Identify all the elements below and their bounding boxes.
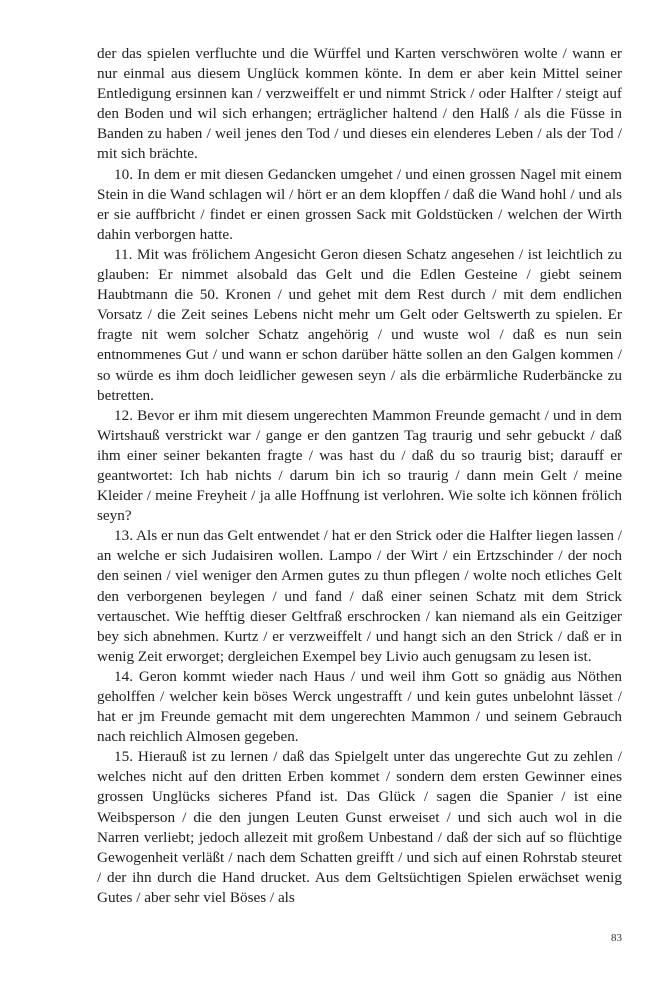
paragraph-13: 13. Als er nun das Gelt entwendet / hat er den Strick oder die Halfter liegen lassen / an welche er sich Judaisiren wollen. Lampo / der Wirt / ein Ertzschinder / der noch den seinen / viel weniger den Armen gutes zu thun pflegen / wolte noch etliches Gelt den verborgenen beylegen / und fand / daß einer seinen Schatz mit dem Strick vertauschet. Wie hefftig dieser Geltfraß erschrocken / kan niemand als ein Geitziger bey sich abnehmen. Kurtz / er verzweiffelt / und hangt sich an den Strick / daß er in wenig Zeit erworget; dergleichen Exempel bey Livio auch genugsam zu lesen ist. bbox=[97, 527, 622, 665]
paragraph-14: 14. Geron kommt wieder nach Haus / und weil ihm Gott so gnädig aus Nöthen geholffen / welcher kein böses Werck ungestrafft / und kein gutes unbelohnt lässet / hat er jm Freunde gemacht mit dem ungerechten Mammon / und seinem Gebrauch nach reichlich Almosen gegeben. bbox=[97, 667, 622, 746]
paragraph-11: 11. Mit was frölichem Angesicht Geron diesen Schatz angesehen / ist leichtlich zu glauben: Er nimmet alsobald das Gelt und die Edlen Gesteine / giebt seinem Haubtmann die 50. Kronen / und gehet mit dem Rest durch / mit dem endlichen Vorsatz / die Zeit seines Lebens nicht mehr um Gelt oder Geltswerth zu spielen. Er fragte nit wem solcher Schatz angehörig / und wuste wol / daß es nun sein entnommenes Gut / und wann er schon darüber hätte sollen an den Galgen kommen / so würde es ihm doch leidlicher gewesen seyn / als die erbärmliche Ruderbäncke zu betretten. bbox=[97, 245, 622, 404]
paragraph-10: 10. In dem er mit diesen Gedancken umgehet / und einen grossen Nagel mit einem Stein in die Wand schlagen wil / hört er an dem klopffen / daß die Wand hohl / und als er sie auffbricht / findet er einen grossen Sack mit Goldstücken / welchen der Wirth dahin verborgen hatte. bbox=[97, 165, 622, 243]
body-text bbox=[97, 44, 622, 908]
paragraph-continued: der das spielen verfluchte und die Würffel und Karten verschwören wolte / wann er nur einmal aus diesem Unglück kommen könte. In dem er aber kein Mittel seiner Entledigung ersinnen kan / verzweiffelt er und nimmt Strick / oder Halfter / steigt auf den Boden und wil sich erhangen; erträglicher haltend / den Halß / als die Füsse in Banden zu haben / weil jenes den Tod / und dieses ein elenderes Leben / als der Tod / mit sich brächte. bbox=[97, 45, 622, 163]
paragraph-12: 12. Bevor er ihm mit diesem ungerechten Mammon Freunde gemacht / und in dem Wirtshauß verstrickt war / gange er den gantzen Tag traurig und sehr gebuckt / daß ihm einer seiner bekanten fragte / was hast du / daß du so traurig bist; darauff er geantwortet: Ich hab nichts / darum bin ich so traurig / dann mein Gelt / meine Kleider / meine Freyheit / ja alle Hoffnung ist verlohren. Wie solte ich können frölich seyn? bbox=[97, 406, 622, 525]
page-number: 83 bbox=[611, 932, 622, 944]
paragraph-15: 15. Hierauß ist zu lernen / daß das Spielgelt unter das ungerechte Gut zu zehlen / welches nicht auf den dritten Erben kommet / sondern dem ersten Gewinner eines grossen Unglücks sicheres Pfand ist. Das Glück / sagen die Spanier / ist eine Weibsperson / die den jungen Leuten Gunst erweiset / und sich auch wol in die Narren verliebt; jedoch allezeit mit großem Unbestand / daß der sich auf so flüchtige Gewogenheit verläßt / nach dem Schatten greifft / und sich auf einen Rohrstab steuret / der ihn durch die Hand drucket. Aus dem Geltsüchtigen Spielen erwächset wenig Gutes / aber sehr viel Böses / als bbox=[97, 748, 622, 906]
